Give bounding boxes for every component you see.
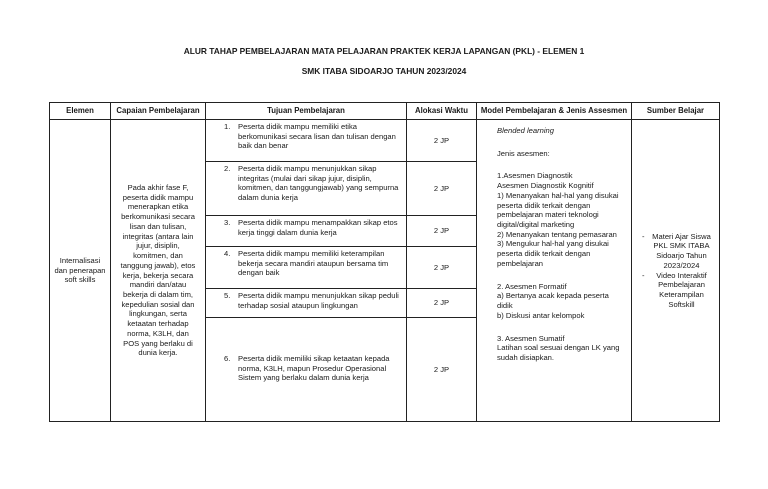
sumber-cell (632, 120, 720, 422)
tujuan-item (206, 120, 407, 162)
capaian-cell: Pada akhir fase F, peserta didik mampu menerapkan etika berkomunikasi secara lisan dan tulisan, integritas (antara lain jujur, disiplin, komitmen, dan tanggung jawab), etos kerja, bekerja secara mandiri dan/atau bekerja di dalam tim, kepedulian sosial dan lingkungan, serta ketaatan terhadap norma, K3LH, dan POS yang berlaku di dunia kerja. (111, 120, 206, 422)
tujuan-item (206, 318, 407, 422)
elemen-cell: Internalisasi dan penerapan soft skills (50, 120, 111, 422)
asesmen-sumatif-title: 3. Asesmen Sumatif (497, 333, 565, 343)
tujuan-text: Peserta didik mampu memiliki etika berkomunikasi secara lisan dan tulisan dengan baik dan benar (238, 122, 396, 151)
alokasi-cell: 2 JP (407, 120, 477, 162)
asesmen-diagnostik-item: 1) Menanyakan hal-hal yang disukai peserta didik terkait dengan pembelajaran materi teknologi digital/digital marketing (497, 190, 619, 230)
tujuan-item (206, 289, 407, 318)
asesmen-diagnostik-sub: Asesmen Diagnostik Kognitif (497, 181, 594, 191)
asesmen-formatif-title: 2. Asesmen Formatif (497, 281, 567, 291)
alokasi-cell: 2 JP (407, 162, 477, 216)
alokasi-cell: 2 JP (407, 216, 477, 247)
tujuan-number: 2. (224, 164, 231, 173)
model-cell (477, 120, 632, 422)
list-dash: - (642, 270, 645, 280)
table-header-row (50, 103, 720, 120)
list-dash: - (642, 231, 645, 241)
tujuan-text: Peserta didik mampu menunjukkan sikap peduli terhadap sosial ataupun lingkungan (238, 291, 399, 310)
sumber-text: Materi Ajar Siswa PKL SMK ITABA Sidoarjo Tahun 2023/2024 (652, 231, 711, 270)
asesmen-diagnostik-item: 2) Menanyakan tentang pemasaran (497, 229, 617, 239)
asesmen-diagnostik-item: 3) Mengukur hal-hal yang disukai peserta didik terkait dengan pembelajaran (497, 239, 609, 268)
tujuan-text: Peserta didik mampu memiliki keterampilan bekerja secara mandiri ataupun bersama tim dengan baik (238, 249, 389, 278)
tujuan-number: 1. (224, 122, 231, 131)
asesmen-formatif-item: b) Diskusi antar kelompok (497, 310, 585, 320)
alokasi-cell: 2 JP (407, 318, 477, 422)
header-tujuan: Tujuan Pembelajaran (206, 103, 407, 120)
header-model: Model Pembelajaran & Jenis Assesmen (477, 103, 632, 120)
tujuan-number: 5. (224, 291, 231, 300)
asesmen-formatif-item: a) Bertanya acak kepada peserta didik (497, 291, 609, 311)
alokasi-cell: 2 JP (407, 289, 477, 318)
learning-flow-table (49, 102, 720, 422)
tujuan-item (206, 216, 407, 247)
tujuan-text: Peserta didik mampu menampakkan sikap etos kerja tinggi dalam dunia kerja (238, 218, 398, 237)
asesmen-sumatif-item: Latihan soal sesuai dengan LK yang sudah disiapkan. (497, 343, 620, 362)
header-capaian: Capaian Pembelajaran (111, 103, 206, 120)
model-jenis: Jenis asesmen: (497, 148, 550, 158)
sumber-item (638, 232, 713, 271)
sumber-item (638, 271, 713, 310)
header-alokasi: Alokasi Waktu (407, 103, 477, 120)
document-title: ALUR TAHAP PEMBELAJARAN MATA PELAJARAN PRAKTEK KERJA LAPANGAN (PKL) - ELEMEN 1 (183, 46, 585, 56)
model-blended: Blended learning (497, 126, 554, 135)
alokasi-cell: 2 JP (407, 247, 477, 289)
tujuan-item (206, 162, 407, 216)
tujuan-number: 3. (224, 218, 231, 227)
asesmen-diagnostik-title: 1.Asesmen Diagnostik (497, 171, 573, 181)
header-sumber: Sumber Belajar (632, 103, 720, 120)
sumber-text: Video Interaktif Pembelajaran Keterampilan Softskill (656, 270, 707, 309)
table-row (50, 120, 720, 162)
tujuan-number: 4. (224, 249, 231, 258)
tujuan-item (206, 247, 407, 289)
header-elemen: Elemen (50, 103, 111, 120)
tujuan-number: 6. (224, 353, 231, 363)
document-subtitle: SMK ITABA SIDOARJO TAHUN 2023/2024 (301, 66, 467, 76)
tujuan-text: Peserta didik mampu menunjukkan sikap integritas (mulai dari sikap jujur, disiplin, komitmen, dan tanggungjawab) yang sempurna dalam dunia kerja (238, 164, 399, 203)
tujuan-text: Peserta didik memiliki sikap ketaatan kepada norma, K3LH, mapun Prosedur Operasional Sistem yang berlaku dalam dunia kerja (238, 353, 390, 383)
